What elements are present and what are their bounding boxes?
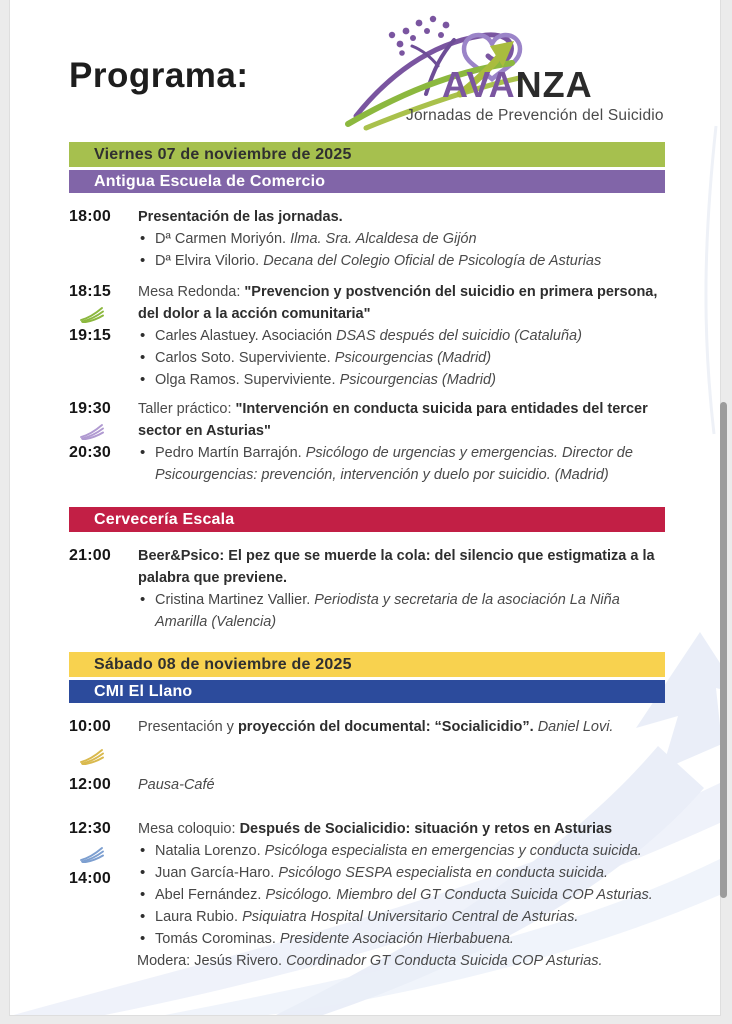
avanza-logo [340,6,685,134]
banner-venue-escala: Cervecería Escala [69,507,665,532]
blue-feather-icon [79,846,105,863]
speaker-item [138,325,665,347]
banner-venue-comercio: Antigua Escuela de Comercio [69,170,665,193]
speaker-name: Cristina Martinez Vallier. [155,592,311,608]
program-page [9,0,721,1016]
event-title: Presentación y proyección del documental: “Socialicidio”. Daniel Lovi. [138,719,614,735]
event-pausa-cafe [69,774,665,796]
event-beer-psico [69,545,665,633]
scrollbar-thumb[interactable] [720,402,727,898]
brand-wordmark [442,64,593,106]
speaker-name: Carles Alastuey. Asociación [155,328,333,344]
speaker-name: Laura Rubio. [155,909,239,925]
speaker-role: Psicóloga especialista en emergencias y conducta suicida. [264,843,642,859]
speaker-name: Tomás Corominas. [155,931,276,947]
event-mesa-coloquio [69,818,665,972]
event-time-start: 12:30 [69,820,111,837]
speaker-item [138,906,665,928]
speaker-role: Decana del Colegio Oficial de Psicología de Asturias [263,253,602,269]
brand-nza: NZA [515,64,593,105]
speaker-name: Carlos Soto. Superviviente. [155,350,331,366]
event-mesa-redonda [69,281,665,391]
speaker-role: DSAS después del suicidio (Cataluña) [336,328,582,344]
speaker-name: Pedro Martín Barrajón. [155,445,302,461]
speaker-name: Juan García-Haro. [155,865,275,881]
speaker-role: Psicourgencias (Madrid) [334,350,492,366]
event-title: Mesa Redonda: "Prevencion y postvención del suicidio en primera persona, del dolor a la acción comunitaria" [138,284,658,322]
speaker-item [138,250,665,272]
speaker-item [138,589,665,633]
speaker-list [138,840,665,950]
speaker-item [138,884,665,906]
speaker-list [138,442,665,486]
speaker-item [138,928,665,950]
event-time-start: 18:15 [69,283,111,300]
event-title: Presentación de las jornadas. [138,209,343,225]
event-title: Pausa-Café [138,777,215,793]
moderator-line: Modera: Jesús Rivero. Coordinador GT Conducta Suicida COP Asturias. [137,953,603,969]
event-time-end: 19:15 [69,327,111,344]
speaker-role: Ilma. Sra. Alcaldesa de Gijón [290,231,477,247]
speaker-role: Psicólogo de urgencias y emergencias. Director de Psicourgencias: prevención, intervención y duelo por suicidio. (Madrid) [155,445,633,483]
speaker-list [138,228,665,272]
speaker-item [138,442,665,486]
purple-feather-icon [79,423,105,440]
speaker-name: Dª Carmen Moriyón. [155,231,287,247]
speaker-item [138,840,665,862]
banner-date-saturday: Sábado 08 de noviembre de 2025 [69,652,665,677]
speaker-role: Presidente Asociación Hierbabuena. [279,931,514,947]
speaker-role: Psicólogo SESPA especialista en conducta suicida. [278,865,608,881]
gold-feather-icon [79,748,105,765]
event-time: 10:00 [69,718,111,735]
event-time: 12:00 [69,776,111,793]
speaker-item [138,347,665,369]
event-time-start: 19:30 [69,400,111,417]
brand-ava: AVA [442,64,516,105]
banner-date-friday: Viernes 07 de noviembre de 2025 [69,142,665,167]
speaker-name: Abel Fernández. [155,887,262,903]
event-presentacion [69,206,665,272]
logo-subtitle: Jornadas de Prevención del Suicidio [406,107,664,124]
speaker-list [138,589,665,633]
speaker-item [138,369,665,391]
speaker-name: Natalia Lorenzo. [155,843,261,859]
banner-venue-cmi: CMI El Llano [69,680,665,703]
page-title: Programa: [69,56,249,95]
event-title: Mesa coloquio: Después de Socialicidio: situación y retos en Asturias [138,821,613,837]
speaker-role: Periodista y secretaria de la asociación La Niña Amarilla (Valencia) [155,592,620,630]
event-documental [69,716,665,768]
speaker-name: Olga Ramos. Superviviente. [155,372,336,388]
event-time: 21:00 [69,547,111,564]
event-taller-practico [69,398,665,486]
event-title: Taller práctico: "Intervención en conducta suicida para entidades del tercer sector en Asturias" [138,401,648,439]
speaker-role: Psicólogo. Miembro del GT Conducta Suicida COP Asturias. [265,887,653,903]
green-feather-icon [79,306,105,323]
speaker-name: Dª Elvira Vilorio. [155,253,260,269]
event-title: Beer&Psico: El pez que se muerde la cola: del silencio que estigmatiza a la palabra que previene. [138,548,655,586]
speaker-item [138,228,665,250]
speaker-role: Psiquiatra Hospital Universitario Central de Asturias. [242,909,579,925]
speaker-role: Psicourgencias (Madrid) [339,372,496,388]
event-time-end: 20:30 [69,444,111,461]
speaker-item [138,862,665,884]
event-time-end: 14:00 [69,870,111,887]
speaker-list [138,325,665,391]
event-time: 18:00 [69,208,111,225]
